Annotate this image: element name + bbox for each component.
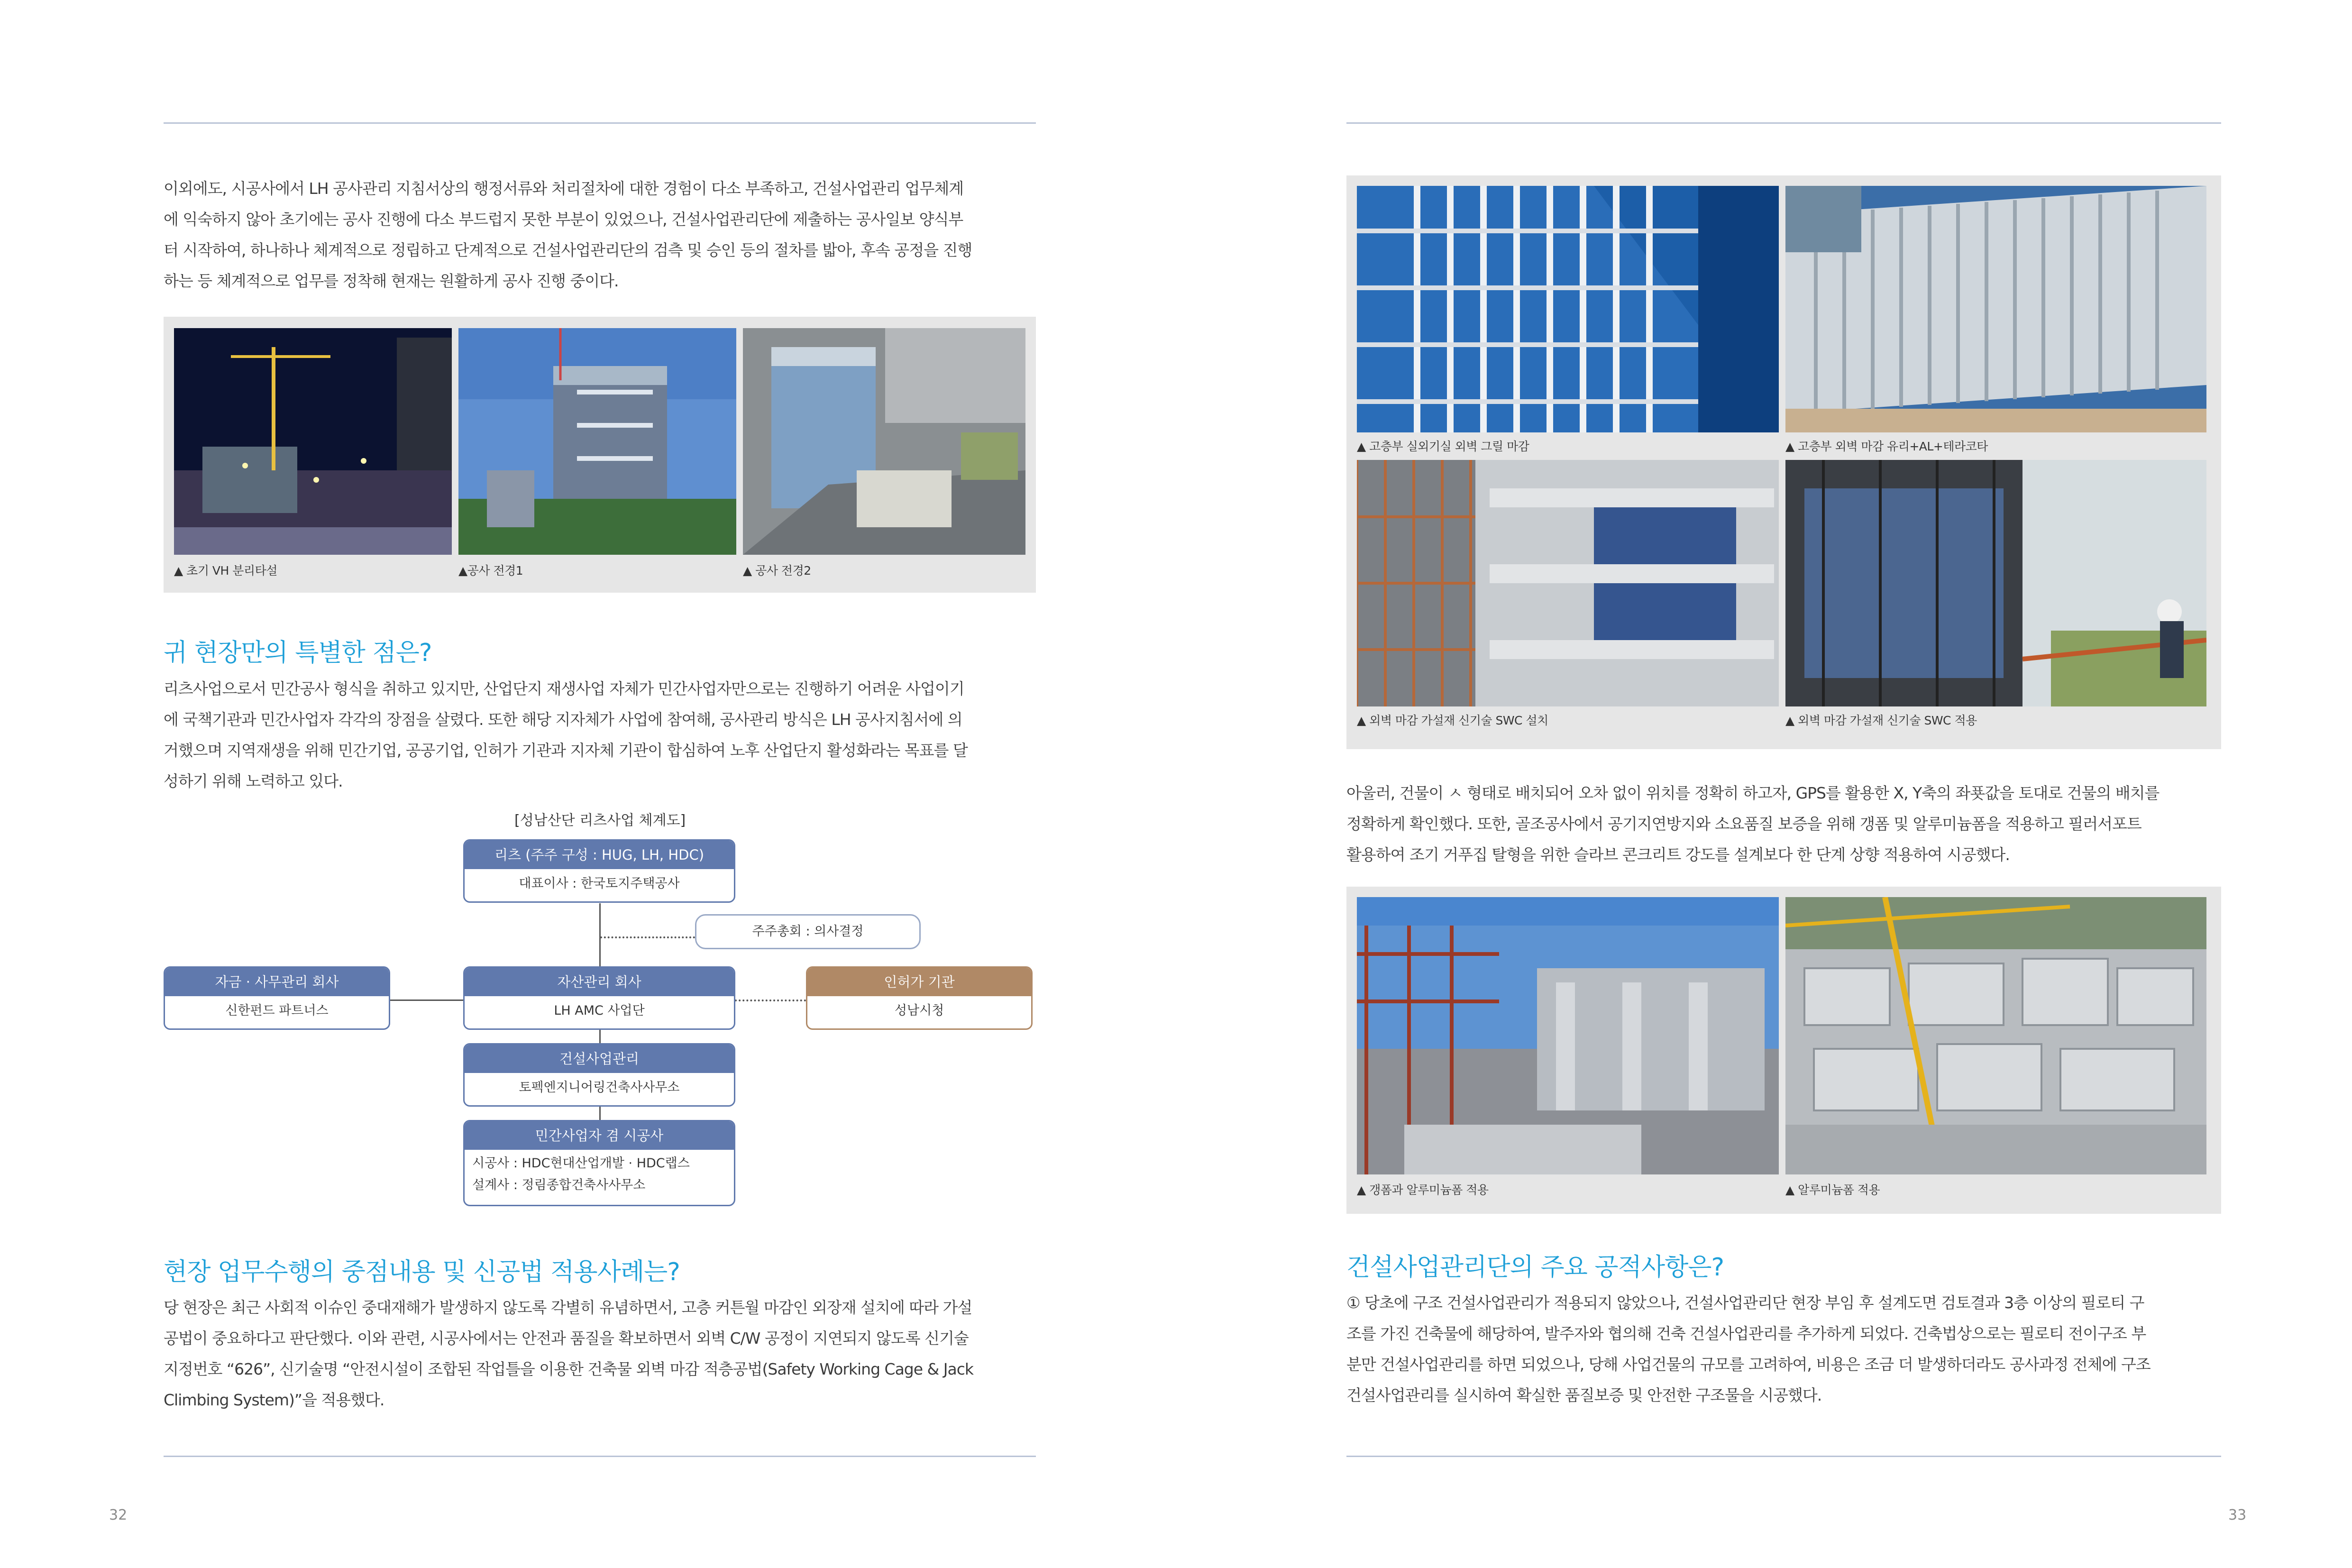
node-reits-body: 대표이사 : 한국토지주택공사 [519, 876, 680, 891]
connector-dotted [600, 936, 695, 938]
text-line: 이외에도, 시공사에서 LH 공사관리 지침서상의 행정서류와 처리절차에 대한 경험이 다소 부족하고, 건설사업관리 업무체계 [164, 179, 964, 198]
section-heading-key-tasks: 현장 업무수행의 중점내용 및 신공법 적용사례는? [164, 1258, 680, 1286]
caption-bottom-2: ▲ 알루미늄폼 적용 [1785, 1183, 1880, 1197]
caption-photo-1: ▲ 초기 VH 분리타설 [174, 564, 277, 578]
text-line: 건설사업관리를 실시하여 확실한 품질보증 및 안전한 구조물을 시공했다. [1346, 1386, 1822, 1404]
top-rule-left [164, 122, 1036, 124]
caption-photo-3: ▲ 공사 전경2 [743, 564, 811, 578]
bottom-rule-right [1346, 1456, 2221, 1457]
page-number-right: 33 [2228, 1507, 2247, 1523]
text-line: 터 시작하여, 하나하나 체계적으로 정립하고 단계적으로 건설사업관리단의 검측 및 승인 등의 절차를 밟아, 후속 공정을 진행 [164, 241, 972, 259]
org-chart-title: [성남산단 리츠사업 체계도] [514, 812, 686, 829]
node-reits [463, 839, 735, 903]
page-number-left: 32 [109, 1507, 128, 1523]
photo-aluminum-form [1785, 897, 2206, 1174]
node-permit-head: 인허가 기관 [807, 968, 1031, 996]
photo-swc-apply [1785, 460, 2206, 706]
node-permit [806, 966, 1033, 1030]
photo-swc-install [1357, 460, 1779, 706]
text-line: 하는 등 체계적으로 업무를 정착해 현재는 원활하게 공사 진행 중이다. [164, 272, 619, 290]
node-cm-body: 토펙엔지니어링건축사사무소 [519, 1080, 680, 1095]
node-contractor [463, 1120, 735, 1206]
section-heading-achievements: 건설사업관리단의 주요 공적사항은? [1346, 1253, 1724, 1282]
photo-gallery-right-bottom [1346, 887, 2221, 1214]
connector-dotted [735, 999, 806, 1001]
text-line: 조를 가진 건축물에 해당하여, 발주자와 협의해 건축 건설사업관리를 추가하게 되었다. 건축법상으로는 필로티 전이구조 부 [1346, 1324, 2146, 1343]
text-line: ① 당초에 구조 건설사업관리가 적용되지 않았으나, 건설사업관리단 현장 부임 후 설계도면 검토결과 3층 이상의 필로티 구 [1346, 1293, 2144, 1312]
node-asset [463, 966, 735, 1030]
top-rule-right [1346, 122, 2221, 124]
section-heading-special: 귀 현장만의 특별한 점은? [164, 639, 432, 667]
text-line: 활용하여 조기 거푸집 탈형을 위한 슬라브 콘크리트 강도를 설계보다 한 단계 상향 적용하여 시공했다. [1346, 845, 2010, 864]
text-line: 분만 건설사업관리를 하면 되었으나, 당해 사업건물의 규모를 고려하여, 비용은 조금 더 발생하더라도 공사과정 전체에 구조 [1346, 1355, 2151, 1374]
node-permit-body: 성남시청 [894, 1003, 944, 1018]
text-line: 당 현장은 최근 사회적 이슈인 중대재해가 발생하지 않도록 각별히 유념하면서, 고층 커튼월 마감인 외장재 설치에 따라 가설 [164, 1298, 972, 1317]
text-line: 지정번호 “626”, 신기술명 “안전시설이 조합된 작업틀을 이용한 건축물 외벽 마감 적층공법(Safety Working Cage & Jack [164, 1360, 973, 1378]
text-line: 에 국책기관과 민간사업자 각각의 장점을 살렸다. 또한 해당 지자체가 사업에 참여해, 공사관리 방식은 LH 공사지침서에 의 [164, 710, 962, 729]
caption-bottom-1: ▲ 갱폼과 알루미늄폼 적용 [1357, 1183, 1489, 1197]
photo-terracotta-facade [1785, 186, 2206, 432]
achievements-paragraph [1346, 1287, 2228, 1411]
node-asset-body: LH AMC 사업단 [554, 1003, 645, 1018]
node-fund-head: 자금 · 사무관리 회사 [165, 968, 389, 996]
key-tasks-paragraph [164, 1292, 1045, 1415]
photo-gallery-left [164, 317, 1036, 593]
node-fund-body: 신한펀드 파트너스 [225, 1003, 329, 1018]
text-line: 성하기 위해 노력하고 있다. [164, 772, 343, 790]
caption-top-3: ▲ 외벽 마감 가설재 신기술 SWC 설치 [1357, 714, 1548, 727]
photo-hdc-tower [458, 328, 736, 555]
gps-paragraph [1346, 778, 2228, 870]
node-contractor-body-1: 시공사 : HDC현대산업개발 · HDC랩스 [472, 1156, 690, 1171]
node-cm [463, 1043, 735, 1107]
photo-aerial-site [743, 328, 1025, 555]
text-line: Climbing System)”을 적용했다. [164, 1391, 384, 1409]
node-reits-head: 리츠 (주주 구성 : HUG, LH, HDC) [465, 841, 734, 869]
caption-photo-2: ▲공사 전경1 [458, 564, 523, 578]
special-paragraph [164, 673, 1045, 797]
photo-gallery-right-top [1346, 175, 2221, 749]
caption-top-1: ▲ 고층부 실외기실 외벽 그릴 마감 [1357, 440, 1529, 453]
caption-top-2: ▲ 고층부 외벽 마감 유리+AL+테라코타 [1785, 440, 1988, 453]
text-line: 정확하게 확인했다. 또한, 골조공사에서 공기지연방지와 소요품질 보증을 위해 갱폼 및 알루미늄폼을 적용하고 필러서포트 [1346, 815, 2142, 833]
text-line: 에 익숙하지 않아 초기에는 공사 진행에 다소 부드럽지 못한 부분이 있었으나, 건설사업관리단에 제출하는 공사일보 양식부 [164, 210, 963, 229]
node-shareholders-text: 주주총회 : 의사결정 [752, 924, 864, 939]
photo-gangform [1357, 897, 1779, 1174]
node-contractor-head: 민간사업자 겸 시공사 [465, 1121, 734, 1150]
intro-paragraph [164, 173, 1045, 296]
bottom-rule-left [164, 1456, 1036, 1457]
text-line: 공법이 중요하다고 판단했다. 이와 관련, 시공사에서는 안전과 품질을 확보하면서 외벽 C/W 공정이 지연되지 않도록 신기술 [164, 1329, 969, 1348]
photo-night-construction [174, 328, 452, 555]
text-line: 거했으며 지역재생을 위해 민간기업, 공공기업, 인허가 기관과 지자체 기관이 합심하여 노후 산업단지 활성화라는 목표를 달 [164, 741, 968, 760]
caption-top-4: ▲ 외벽 마감 가설재 신기술 SWC 적용 [1785, 714, 1977, 727]
node-shareholders [695, 914, 921, 949]
node-fund [164, 966, 390, 1030]
photo-grille-facade [1357, 186, 1779, 432]
text-line: 리츠사업으로서 민간공사 형식을 취하고 있지만, 산업단지 재생사업 자체가 민간사업자만으로는 진행하기 어려운 사업이기 [164, 679, 964, 698]
connector [387, 999, 463, 1001]
node-asset-head: 자산관리 회사 [465, 968, 734, 996]
node-contractor-body-2: 설계사 : 정림종합건축사사무소 [472, 1178, 646, 1192]
node-cm-head: 건설사업관리 [465, 1045, 734, 1073]
text-line: 아울러, 건물이 ㅅ 형태로 배치되어 오차 없이 위치를 정확히 하고자, GPS를 활용한 X, Y축의 좌푯값을 토대로 건물의 배치를 [1346, 784, 2160, 802]
